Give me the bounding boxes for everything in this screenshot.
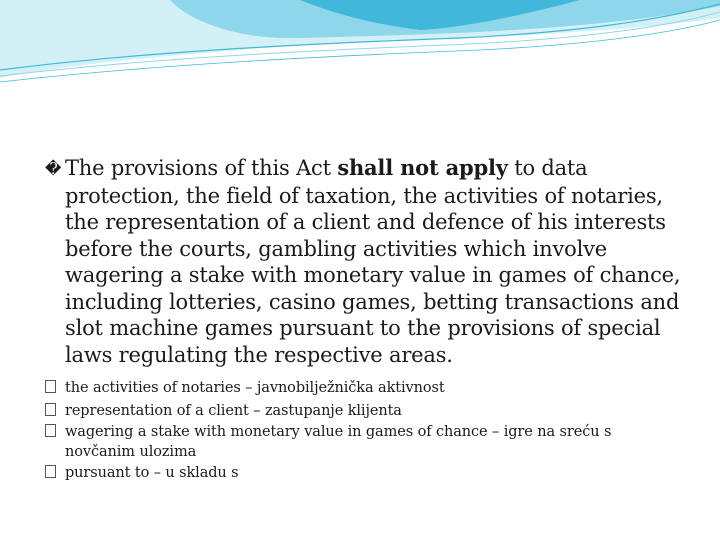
main-text-part2: to data protection, the field of taxation, the activities of notaries, the representation of a client and defence of his interests before the courts, gambling activities which involve wagering a stake with monetary value in games of chance, including lotteries, casino games, betting transactions and slot machine games pursuant to the provisions of special laws regulating the respective areas. [65, 156, 681, 367]
box-bullet-icon [45, 465, 56, 478]
box-bullet-icon [45, 424, 56, 437]
glossary-item: the activities of notaries – javnobilježnička aktivnost [45, 377, 685, 400]
slide-content [45, 155, 685, 485]
glossary-item: wagering a stake with monetary value in games of chance – igre na sreću s novčanim ulozima [45, 422, 685, 462]
glossary-item: representation of a client – zastupanje klijenta [45, 400, 685, 423]
main-paragraph [45, 155, 685, 368]
bullet-glyph: � [45, 159, 62, 178]
box-bullet-icon [45, 403, 56, 416]
header-wave-decoration [0, 0, 720, 90]
main-text-emphasis: shall not apply [337, 155, 508, 180]
box-bullet-icon [45, 380, 56, 393]
glossary-item: pursuant to – u skladu s [45, 462, 685, 485]
glossary-list [45, 377, 685, 485]
main-text-part1: The provisions of this Act [65, 156, 338, 180]
